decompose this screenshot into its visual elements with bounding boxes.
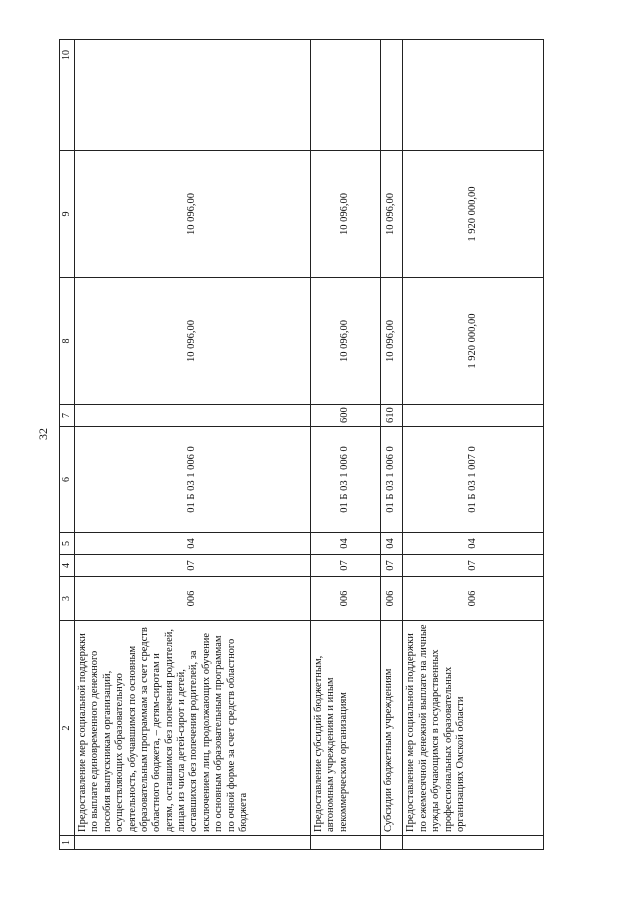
target-article-code: 01 Б 03 1 006 0 bbox=[311, 427, 381, 533]
col-header-5: 5 bbox=[60, 533, 75, 555]
col-header-8: 8 bbox=[60, 278, 75, 405]
table-row bbox=[403, 40, 544, 850]
col-header-6: 6 bbox=[60, 427, 75, 533]
amount-col-9: 10 096,00 bbox=[380, 151, 403, 278]
subsection-code: 04 bbox=[75, 533, 311, 555]
col-header-3: 3 bbox=[60, 577, 75, 621]
subsection-code: 04 bbox=[403, 533, 544, 555]
row-number bbox=[380, 836, 403, 850]
row-description: Предоставление мер социальной поддержки по ежемесячной денежной выплате на личные нужды обучающимся в государственных профессиональных образовательных организациях Омской области bbox=[403, 621, 544, 836]
amount-col-9: 10 096,00 bbox=[75, 151, 311, 278]
col-header-9: 9 bbox=[60, 151, 75, 278]
expense-type-code bbox=[75, 405, 311, 427]
row-number bbox=[311, 836, 381, 850]
col-header-1: 1 bbox=[60, 836, 75, 850]
section-code: 07 bbox=[380, 555, 403, 577]
amount-col-8: 10 096,00 bbox=[311, 278, 381, 405]
col-header-4: 4 bbox=[60, 555, 75, 577]
ministry-code: 006 bbox=[380, 577, 403, 621]
ministry-code: 006 bbox=[75, 577, 311, 621]
budget-table bbox=[59, 39, 544, 850]
table-row bbox=[311, 40, 381, 850]
row-number bbox=[403, 836, 544, 850]
section-code: 07 bbox=[75, 555, 311, 577]
target-article-code: 01 Б 03 1 006 0 bbox=[380, 427, 403, 533]
page-number: 32 bbox=[36, 428, 50, 440]
amount-col-8: 1 920 000,00 bbox=[403, 278, 544, 405]
col-header-7: 7 bbox=[60, 405, 75, 427]
header-row bbox=[60, 40, 75, 850]
amount-col-9: 1 920 000,00 bbox=[403, 151, 544, 278]
amount-col-8: 10 096,00 bbox=[75, 278, 311, 405]
row-description: Предоставление мер социальной поддержки по выплате единовременного денежного пособия выпускникам организаций, осуществляющих образовательную деятельность, обучавшимся по основным образовательным программам за счет средств областного бюджета, – детям-сиротам и детям, оставшимся без попечения родителей, лицам из числа детей-сирот и детей, оставшихся без попечения родителей, за исключением лиц, продолжающих обучение по основным образовательным программам по очной форме за счет средств областного бюджета bbox=[75, 621, 311, 836]
amount-col-8: 10 096,00 bbox=[380, 278, 403, 405]
amount-col-10 bbox=[311, 40, 381, 151]
expense-type-code: 610 bbox=[380, 405, 403, 427]
section-code: 07 bbox=[311, 555, 381, 577]
subsection-code: 04 bbox=[380, 533, 403, 555]
col-header-2: 2 bbox=[60, 621, 75, 836]
ministry-code: 006 bbox=[403, 577, 544, 621]
target-article-code: 01 Б 03 1 007 0 bbox=[403, 427, 544, 533]
table-row bbox=[380, 40, 403, 850]
amount-col-10 bbox=[380, 40, 403, 151]
amount-col-10 bbox=[403, 40, 544, 151]
row-description: Субсидии бюджетным учреждениям bbox=[380, 621, 403, 836]
table-row bbox=[75, 40, 311, 850]
expense-type-code: 600 bbox=[311, 405, 381, 427]
ministry-code: 006 bbox=[311, 577, 381, 621]
section-code: 07 bbox=[403, 555, 544, 577]
amount-col-10 bbox=[75, 40, 311, 151]
expense-type-code bbox=[403, 405, 544, 427]
target-article-code: 01 Б 03 1 006 0 bbox=[75, 427, 311, 533]
budget-table-rotated bbox=[59, 40, 544, 850]
row-description: Предоставление субсидий бюджетным, автономным учреждениям и иным некоммерческим организациям bbox=[311, 621, 381, 836]
subsection-code: 04 bbox=[311, 533, 381, 555]
row-number bbox=[75, 836, 311, 850]
amount-col-9: 10 096,00 bbox=[311, 151, 381, 278]
col-header-10: 10 bbox=[60, 40, 75, 151]
